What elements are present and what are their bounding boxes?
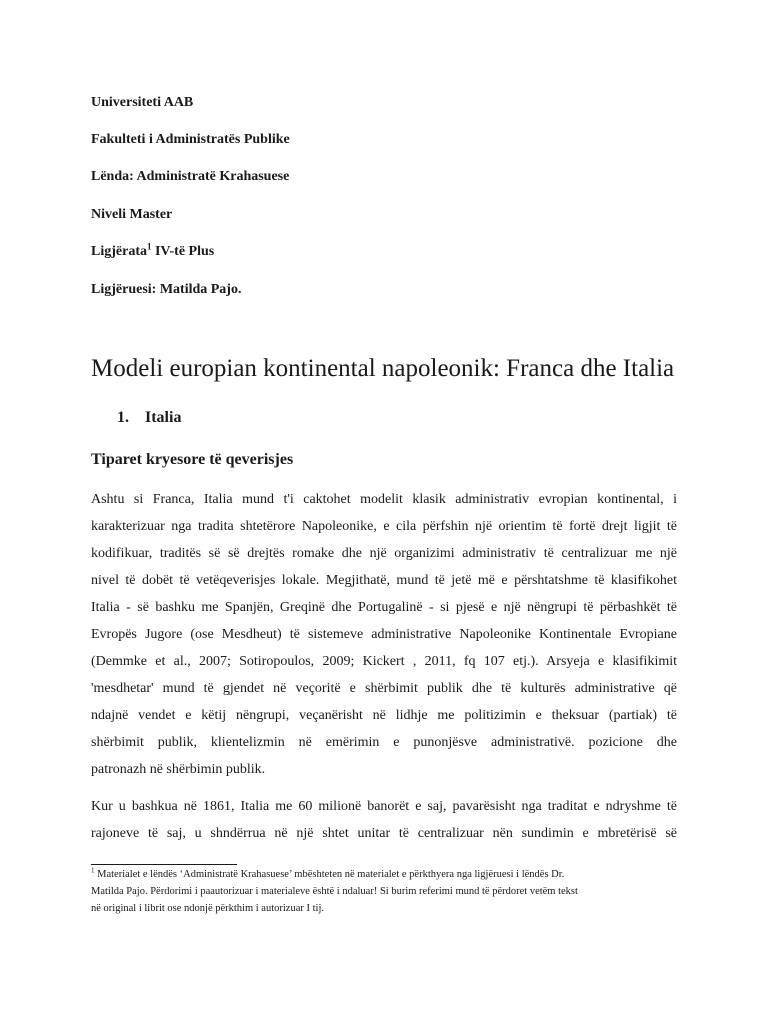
paragraph-line: 'mesdhetar' mund të gjendet në veçoritë e shërbimit publik dhe të kulturës administrative që bbox=[91, 681, 677, 696]
paragraph-line: kodifikuar, traditës së së drejtës romake dhe një organizimi administrativ të centralizuar me një bbox=[91, 546, 677, 561]
paragraph-line: nivel të dobët të vetëqeverisjes lokale. Megjithatë, mund të jetë më e përshtatshme të klasifikohet bbox=[91, 573, 677, 588]
university-name: Universiteti AAB bbox=[91, 95, 194, 110]
paragraph-line: karakterizuar nga tradita shtetërore Napoleonike, e cila përfshin një orientim të fortë drejt ligjit të bbox=[91, 519, 677, 534]
section-number: 1. bbox=[117, 409, 129, 426]
lecturer-name: Ligjëruesi: Matilda Pajo. bbox=[91, 282, 242, 297]
footnote-line: $^1$ Materialet e lëndës ‘Administratë Krahasuese’ mbështeten në materialet e përkthyera nga ligjëruesi i lëndës Dr. bbox=[91, 866, 565, 880]
section-title: Italia bbox=[145, 409, 182, 426]
footnote-marker: 1 bbox=[91, 866, 95, 875]
footnote-line: Matilda Pajo. Përdorimi i paautorizuar i materialeve është i ndaluar! Si burim referimi mund të përdoret vetëm tekst bbox=[91, 886, 578, 897]
lecture-suffix: IV-të Plus bbox=[151, 244, 215, 259]
paragraph-line: patronazh në shërbimin publik. bbox=[91, 762, 266, 777]
paragraph-line: ndajnë vendet e këtij nëngrupi, veçanërisht në lidhje me politizimin e theksuar (partiak) të bbox=[91, 708, 677, 723]
paragraph-line: Evropës Jugore (ose Mesdheut) të sistemeve administrative Napoleonike Kontinentale Evropiane bbox=[91, 627, 677, 642]
document-title: Modeli europian kontinental napoleonik: Franca dhe Italia bbox=[91, 355, 675, 382]
subheading: Tiparet kryesore të qeverisjes bbox=[91, 451, 294, 468]
section-heading bbox=[117, 409, 181, 427]
footnote-separator bbox=[91, 864, 237, 865]
lecture-line bbox=[91, 243, 214, 261]
lecture-prefix: Ligjërata bbox=[91, 244, 147, 259]
faculty-name: Fakulteti i Administratës Publike bbox=[91, 132, 290, 147]
paragraph-line: Italia - së bashku me Spanjën, Greqinë dhe Portugalinë - si pjesë e një nëngrupi të përbashkët të bbox=[91, 600, 677, 615]
paragraph-line: rajoneve të saj, u shndërrua në një shtet unitar të centralizuar nën sundimin e mbretërisë së bbox=[91, 826, 677, 841]
footnote-line: në original i librit ose ndonjë përkthim i autorizuar I tij. bbox=[91, 903, 324, 914]
course-name: Lënda: Administratë Krahasuese bbox=[91, 169, 290, 184]
footnote-reference: 1 bbox=[146, 241, 152, 252]
paragraph-line: shërbimit publik, klientelizmin në emërimin e punonjësve administrativë. pozicione dhe bbox=[91, 735, 677, 750]
paragraph-line: Ashtu si Franca, Italia mund t'i caktohet modelit klasik administrativ evropian kontinental, i bbox=[91, 492, 677, 507]
study-level: Niveli Master bbox=[91, 207, 173, 222]
paragraph-line: Kur u bashkua në 1861, Italia me 60 milionë banorët e saj, pavarësisht nga traditat e ndryshme të bbox=[91, 799, 677, 814]
paragraph-line: (Demmke et al., 2007; Sotiropoulos, 2009; Kickert , 2011, fq 107 etj.). Arsyeja e klasifikimit bbox=[91, 654, 677, 669]
